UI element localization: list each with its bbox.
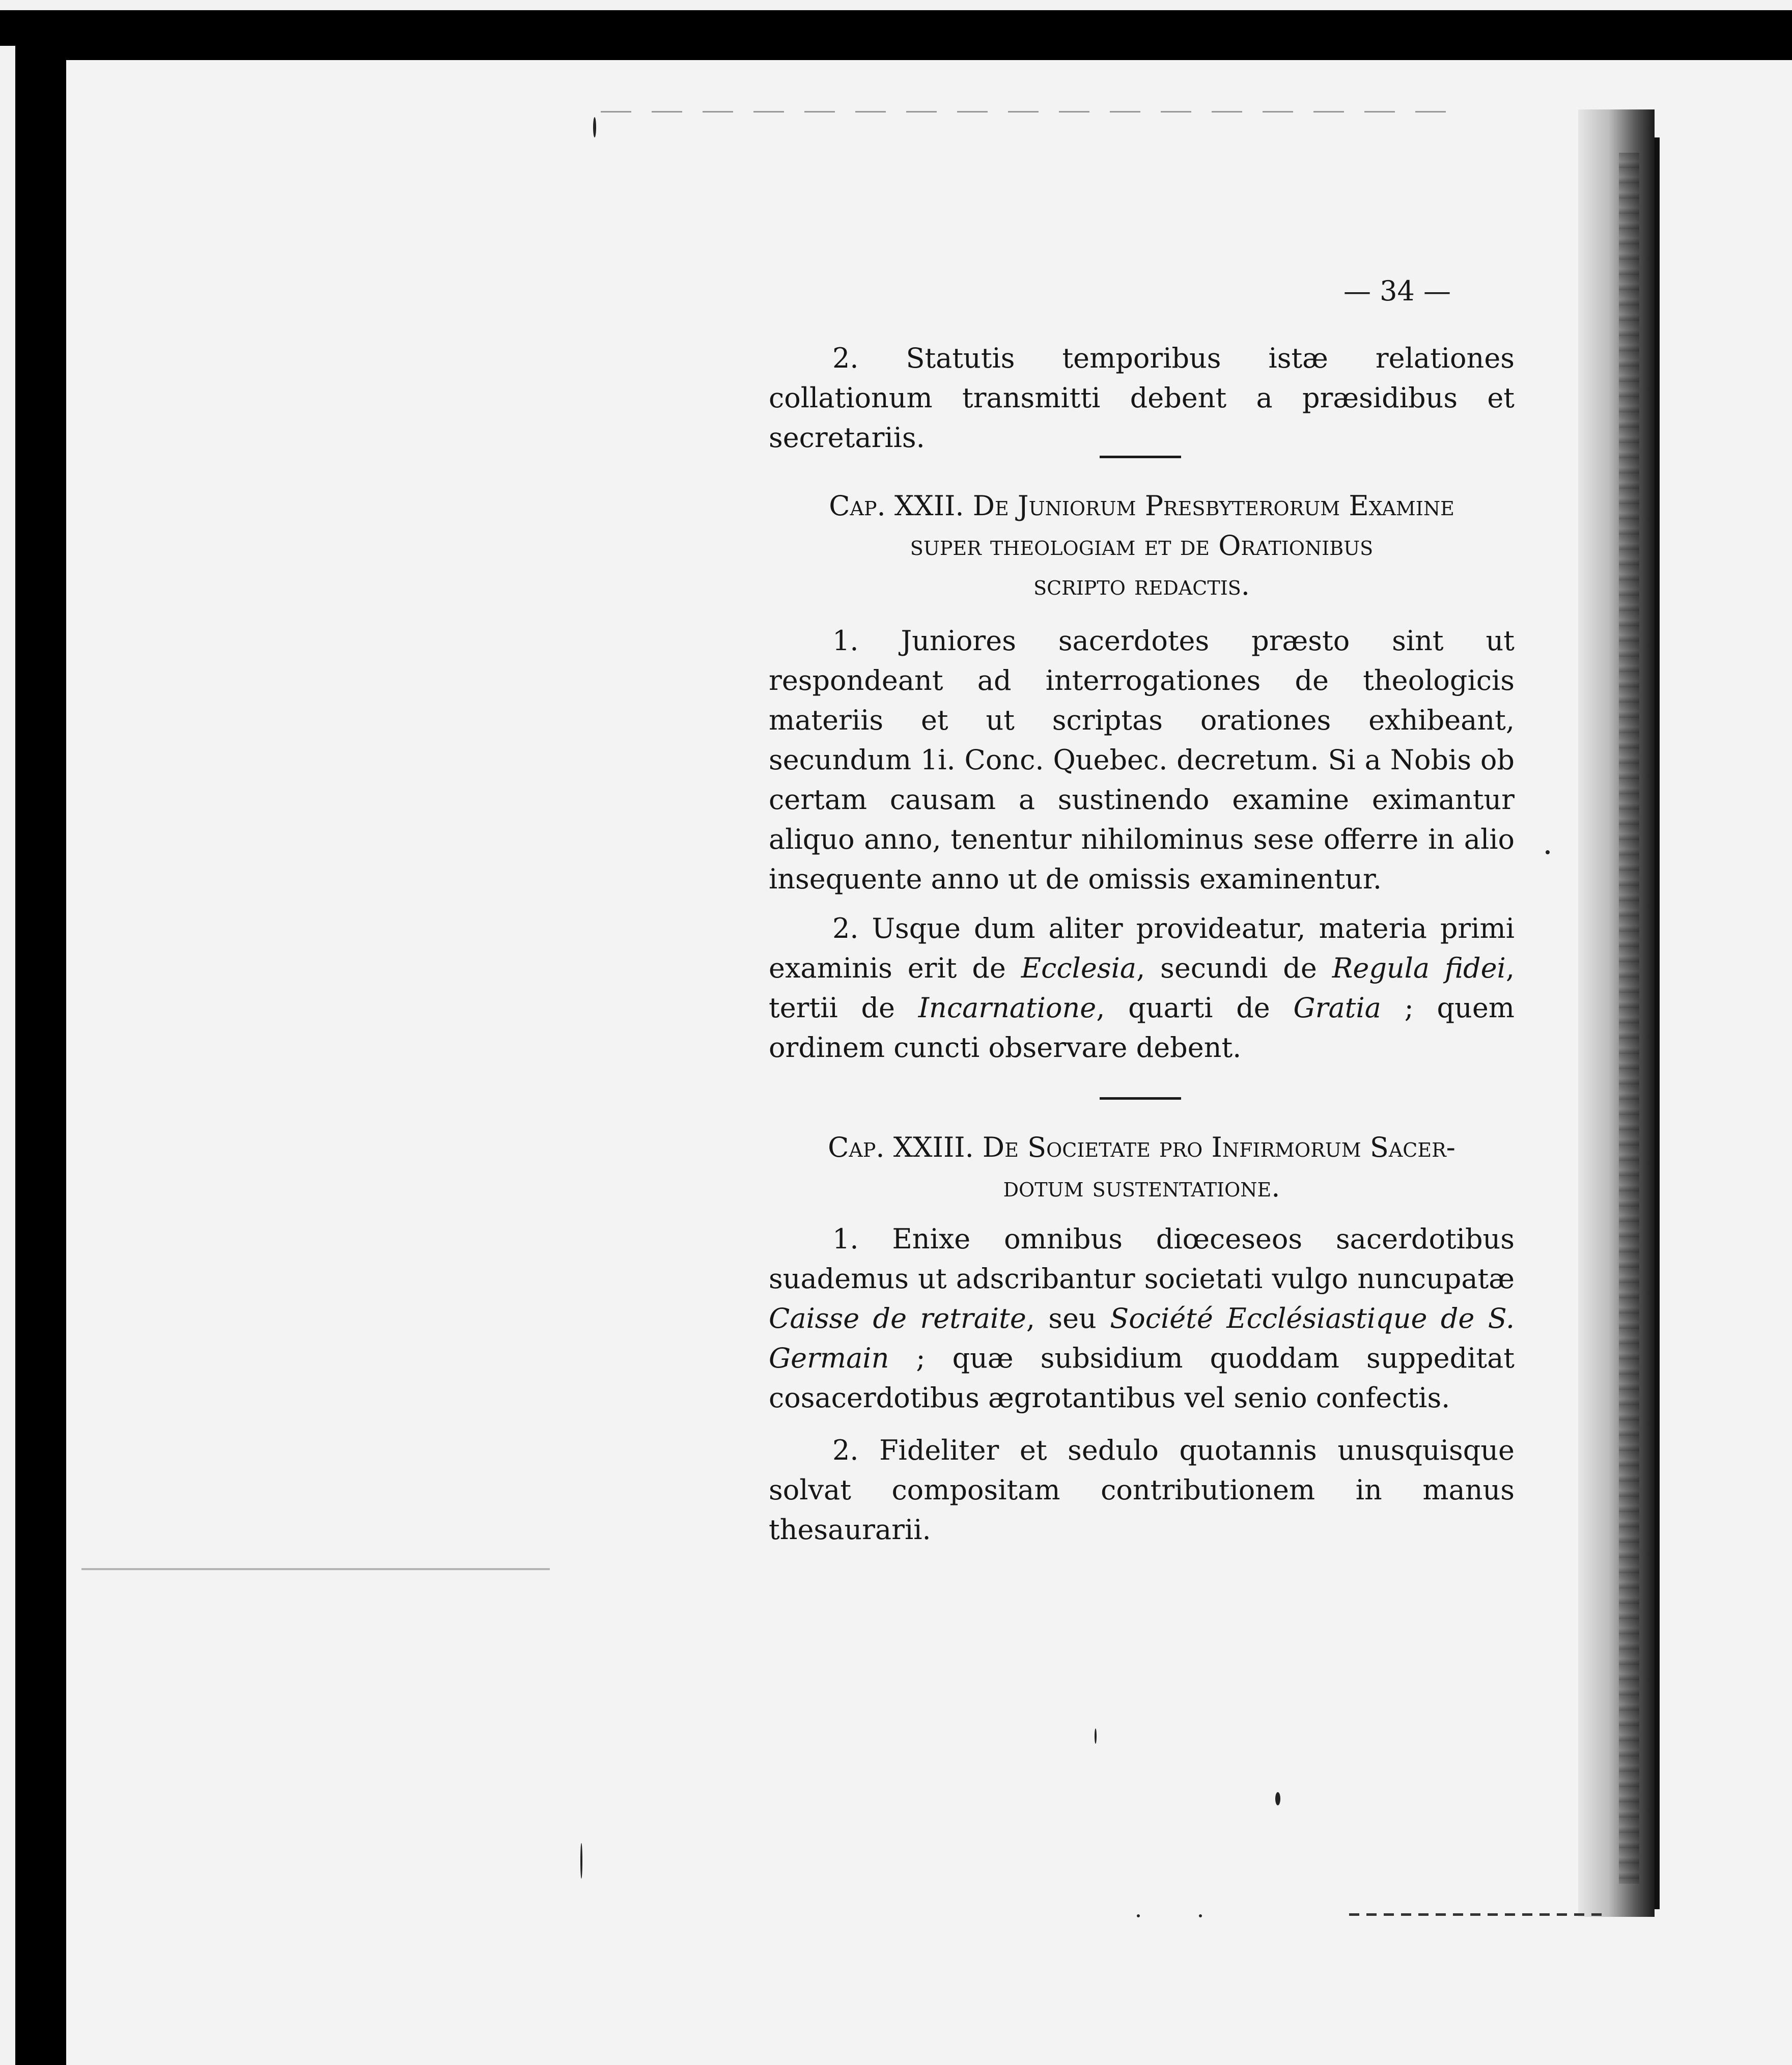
cap23-heading-line1: Cap. XXIII. De Societate pro Infirmorum Sacer- bbox=[828, 1131, 1455, 1163]
intro-paragraph: 2. Statutis temporibus istæ relationes collationum transmitti debent a præsidibus et secretariis. bbox=[769, 342, 1515, 454]
cap22-heading-line3: scripto redactis. bbox=[1033, 569, 1250, 601]
ink-speck bbox=[593, 117, 596, 137]
text-run: , seu bbox=[1026, 1302, 1110, 1334]
cap23-heading-line2: dotum sustentatione. bbox=[1003, 1171, 1280, 1203]
top-faint-line bbox=[601, 111, 1466, 113]
italic-term: Ecclesia bbox=[1021, 952, 1137, 984]
text-run: ; quæ subsidium quoddam suppeditat cosacerdotibus ægrotantibus vel senio confectis. bbox=[769, 1342, 1515, 1414]
ink-speck bbox=[1546, 850, 1550, 854]
text-run: , quarti de bbox=[1096, 992, 1294, 1024]
ink-speck bbox=[1199, 1914, 1202, 1917]
text-run: , secundi de bbox=[1136, 952, 1332, 984]
section-rule bbox=[1100, 1097, 1181, 1100]
scan-top-edge bbox=[0, 0, 1792, 10]
book-gutter-shadow bbox=[1578, 109, 1655, 1917]
cap22-heading-line1: Cap. XXII. De Juniorum Presbyterorum Examine bbox=[829, 490, 1454, 522]
italic-term: Regula fidei bbox=[1332, 952, 1506, 984]
cap22-paragraph-1: 1. Juniores sacerdotes præsto sint ut respondeant ad interrogationes de theologicis materiis et ut scriptas orationes exhibeant, secundum 1i. Conc. Quebec. decretum. Si a Nobis ob certam causam a sustinendo examine eximantur aliquo anno, tenentur nihilominus sese offerre in alio insequente anno ut de omissis examinentur. bbox=[769, 625, 1515, 895]
ink-speck bbox=[580, 1843, 582, 1879]
bottom-dashed-line bbox=[1349, 1913, 1604, 1916]
cap22-paragraph-2 bbox=[769, 909, 1515, 1068]
ink-speck bbox=[1095, 1728, 1097, 1744]
scan-left-edge-shadow bbox=[15, 46, 31, 2065]
cap23-paragraph-1 bbox=[769, 1219, 1515, 1418]
binding-line bbox=[1655, 137, 1660, 1909]
cap23-paragraph-2: 2. Fideliter et sedulo quotannis unusquisque solvat compositam contributionem in manus thesaurarii. bbox=[769, 1434, 1515, 1546]
ink-speck bbox=[1275, 1792, 1280, 1805]
text-run: ; quem ordinem cuncti observare debent. bbox=[769, 992, 1515, 1064]
italic-term: Gratia bbox=[1293, 992, 1381, 1024]
text-run: , tertii de bbox=[769, 952, 1515, 1024]
ink-speck bbox=[81, 1568, 550, 1570]
cap22-heading-line2: super theologiam et de Orationibus bbox=[910, 529, 1374, 562]
italic-term: Société Ecclésiastique de S. Germain bbox=[769, 1302, 1515, 1374]
ink-speck bbox=[1137, 1914, 1140, 1917]
text-run: 1. Enixe omnibus diœceseos sacerdotibus suademus ut adscribantur societati vulgo nuncupatæ bbox=[769, 1223, 1515, 1295]
text-run: 2. Usque dum aliter provideatur, materia primi examinis erit de bbox=[769, 912, 1515, 984]
italic-term: Incarnatione bbox=[918, 992, 1097, 1024]
page-number: — 34 — bbox=[1343, 275, 1451, 307]
section-rule bbox=[1100, 456, 1181, 458]
book-gutter-texture bbox=[1619, 153, 1639, 1884]
italic-term: Caisse de retraite bbox=[769, 1302, 1026, 1334]
